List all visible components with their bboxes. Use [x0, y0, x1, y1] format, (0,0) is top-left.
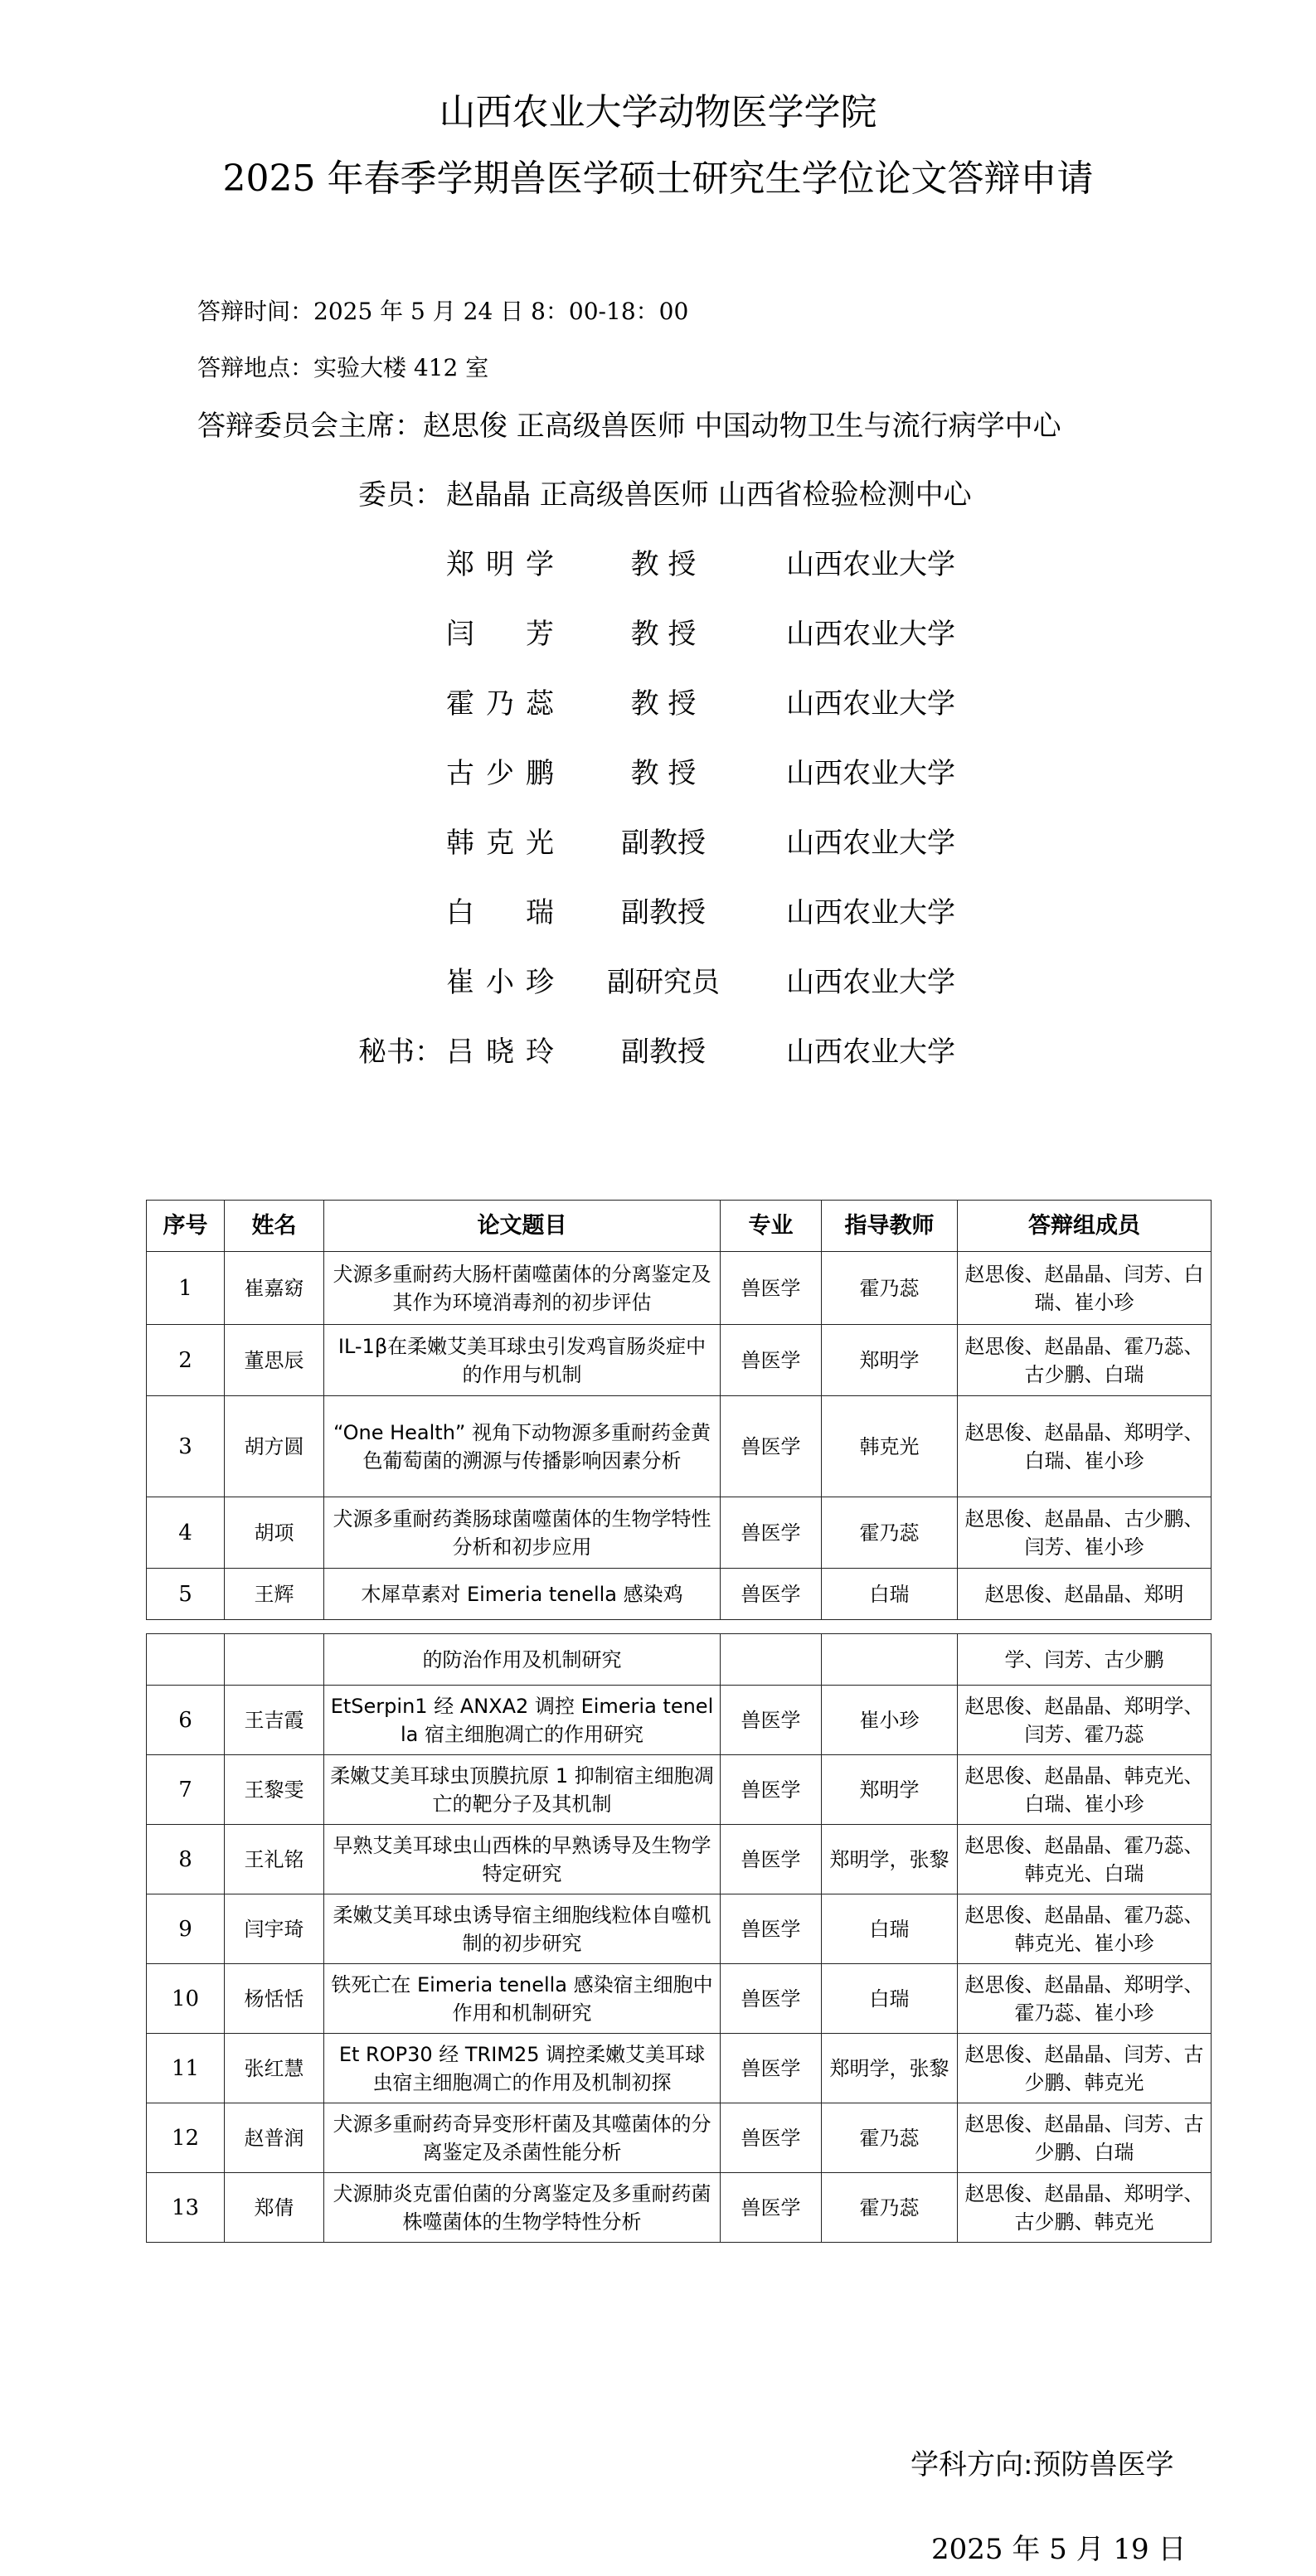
row-advisor: 白瑞 — [822, 1569, 958, 1620]
row-student-name: 闫宇琦 — [225, 1894, 324, 1964]
row-student-name: 张红慧 — [225, 2034, 324, 2103]
member-name: 吕晓玲 — [446, 1036, 554, 1069]
member-name: 霍乃蕊 — [446, 687, 554, 720]
table-header-row — [147, 1201, 1212, 1252]
row-advisor: 郑明学 — [822, 1755, 958, 1825]
row-major: 兽医学 — [721, 2173, 822, 2243]
row-student-name: 赵普润 — [225, 2103, 324, 2173]
defense-location: 答辩地点：实验大楼 412 室 — [197, 354, 489, 381]
row-seq: 5 — [147, 1569, 225, 1620]
row-advisor: 崔小珍 — [822, 1686, 958, 1755]
member-role-label: 秘书： — [358, 1036, 443, 1069]
member-name: 白瑞 — [446, 896, 554, 929]
row-seq: 7 — [147, 1755, 225, 1825]
defense-time: 答辩时间：2025 年 5 月 24 日 8：00-18：00 — [197, 298, 689, 325]
member-title: 副教授 — [621, 827, 706, 860]
row-topic: 犬源多重耐药大肠杆菌噬菌体的分离鉴定及其作为环境消毒剂的初步评估 — [324, 1252, 721, 1325]
continuation-members: 学、闫芳、古少鹏 — [958, 1634, 1212, 1686]
table-row — [147, 1964, 1212, 2034]
row-student-name: 王黎雯 — [225, 1755, 324, 1825]
member-title: 教 授 — [630, 548, 697, 581]
row-major: 兽医学 — [721, 1252, 822, 1325]
table-row — [147, 2173, 1212, 2243]
row-advisor: 霍乃蕊 — [822, 2103, 958, 2173]
table-row — [147, 1825, 1212, 1894]
row-members: 赵思俊、赵晶晶、韩克光、白瑞、崔小珍 — [958, 1755, 1212, 1825]
row-topic: “One Health” 视角下动物源多重耐药金黄色葡萄菌的溯源与传播影响因素分析 — [324, 1396, 721, 1497]
row-topic: 早熟艾美耳球虫山西株的早熟诱导及生物学特定研究 — [324, 1825, 721, 1894]
row-topic: EtSerpin1 经 ANXA2 调控 Eimeria tenella 宿主细胞凋亡的作用研究 — [324, 1686, 721, 1755]
member-unit: 山西农业大学 — [786, 618, 955, 651]
row-seq: 1 — [147, 1252, 225, 1325]
table-row-continuation — [147, 1634, 1212, 1686]
row-advisor: 霍乃蕊 — [822, 1252, 958, 1325]
row-major: 兽医学 — [721, 1894, 822, 1964]
row-members: 赵思俊、赵晶晶、郑明学、白瑞、崔小珍 — [958, 1396, 1212, 1497]
row-major: 兽医学 — [721, 1569, 822, 1620]
member-unit: 山西农业大学 — [786, 966, 955, 999]
defense-table-continued — [146, 1633, 1212, 2243]
row-members: 赵思俊、赵晶晶、郑明学、古少鹏、韩克光 — [958, 2173, 1212, 2243]
row-advisor: 霍乃蕊 — [822, 1497, 958, 1569]
row-advisor: 郑明学，张黎 — [822, 1825, 958, 1894]
row-seq: 10 — [147, 1964, 225, 2034]
row-seq: 13 — [147, 2173, 225, 2243]
row-topic: 木犀草素对 Eimeria tenella 感染鸡 — [324, 1569, 721, 1620]
document-title: 山西农业大学动物医学学院 — [439, 91, 877, 133]
member-unit: 山西农业大学 — [786, 757, 955, 790]
discipline-field: 学科方向:预防兽医学 — [911, 2448, 1174, 2481]
row-major: 兽医学 — [721, 1825, 822, 1894]
row-topic: 柔嫩艾美耳球虫诱导宿主细胞线粒体自噬机制的初步研究 — [324, 1894, 721, 1964]
row-seq: 6 — [147, 1686, 225, 1755]
row-student-name: 王礼铭 — [225, 1825, 324, 1894]
member-name: 韩克光 — [446, 827, 554, 860]
member-title: 副研究员 — [607, 966, 720, 999]
row-advisor: 霍乃蕊 — [822, 2173, 958, 2243]
row-topic: 犬源多重耐药粪肠球菌噬菌体的生物学特性分析和初步应用 — [324, 1497, 721, 1569]
row-topic: 犬源肺炎克雷伯菌的分离鉴定及多重耐药菌株噬菌体的生物学特性分析 — [324, 2173, 721, 2243]
row-topic: IL-1β在柔嫩艾美耳球虫引发鸡盲肠炎症中的作用与机制 — [324, 1325, 721, 1396]
header-major: 专业 — [721, 1201, 822, 1252]
row-members: 赵思俊、赵晶晶、郑明学、闫芳、霍乃蕊 — [958, 1686, 1212, 1755]
row-seq: 3 — [147, 1396, 225, 1497]
row-topic: Et ROP30 经 TRIM25 调控柔嫩艾美耳球虫宿主细胞凋亡的作用及机制初探 — [324, 2034, 721, 2103]
row-major: 兽医学 — [721, 2034, 822, 2103]
row-seq: 12 — [147, 2103, 225, 2173]
member-title: 教 授 — [630, 757, 697, 790]
header-seq: 序号 — [147, 1201, 225, 1252]
member-name: 崔小珍 — [446, 966, 554, 999]
row-seq: 9 — [147, 1894, 225, 1964]
table-row — [147, 1569, 1212, 1620]
row-major: 兽医学 — [721, 1396, 822, 1497]
row-major: 兽医学 — [721, 2103, 822, 2173]
row-seq: 4 — [147, 1497, 225, 1569]
row-members: 赵思俊、赵晶晶、霍乃蕊、古少鹏、白瑞 — [958, 1325, 1212, 1396]
row-advisor: 郑明学 — [822, 1325, 958, 1396]
member-unit: 山西农业大学 — [786, 827, 955, 860]
row-seq: 11 — [147, 2034, 225, 2103]
member-unit: 山西农业大学 — [786, 1036, 955, 1069]
header-name: 姓名 — [225, 1201, 324, 1252]
row-major: 兽医学 — [721, 1497, 822, 1569]
row-members: 赵思俊、赵晶晶、闫芳、白瑞、崔小珍 — [958, 1252, 1212, 1325]
row-major: 兽医学 — [721, 1686, 822, 1755]
member-title: 教 授 — [630, 618, 697, 651]
table-row — [147, 1497, 1212, 1569]
row-student-name: 胡方圆 — [225, 1396, 324, 1497]
table-row — [147, 1325, 1212, 1396]
row-members: 赵思俊、赵晶晶、古少鹏、闫芳、崔小珍 — [958, 1497, 1212, 1569]
row-major: 兽医学 — [721, 1325, 822, 1396]
row-student-name: 杨恬恬 — [225, 1964, 324, 2034]
members-label: 委员： — [358, 478, 443, 512]
member-title: 教 授 — [630, 687, 697, 720]
committee-chair: 答辩委员会主席：赵思俊 正高级兽医师 中国动物卫生与流行病学中心 — [197, 410, 1061, 443]
row-members: 赵思俊、赵晶晶、郑明学、霍乃蕊、崔小珍 — [958, 1964, 1212, 2034]
row-student-name: 王吉霞 — [225, 1686, 324, 1755]
member-name: 郑明学 — [446, 548, 554, 581]
row-seq: 2 — [147, 1325, 225, 1396]
continuation-topic: 的防治作用及机制研究 — [324, 1634, 721, 1686]
member-name: 闫芳 — [446, 618, 554, 651]
row-major: 兽医学 — [721, 1964, 822, 2034]
header-members: 答辩组成员 — [958, 1201, 1212, 1252]
row-advisor: 白瑞 — [822, 1964, 958, 2034]
row-student-name: 胡项 — [225, 1497, 324, 1569]
row-student-name: 董思辰 — [225, 1325, 324, 1396]
member-unit: 山西农业大学 — [786, 687, 955, 720]
table-row — [147, 1252, 1212, 1325]
row-topic: 铁死亡在 Eimeria tenella 感染宿主细胞中作用和机制研究 — [324, 1964, 721, 2034]
row-members: 赵思俊、赵晶晶、闫芳、古少鹏、白瑞 — [958, 2103, 1212, 2173]
table-row — [147, 2034, 1212, 2103]
member-title: 副教授 — [621, 1036, 706, 1069]
row-members: 赵思俊、赵晶晶、闫芳、古少鹏、韩克光 — [958, 2034, 1212, 2103]
row-seq: 8 — [147, 1825, 225, 1894]
table-row — [147, 2103, 1212, 2173]
table-row — [147, 1686, 1212, 1755]
row-student-name: 郑倩 — [225, 2173, 324, 2243]
table-row — [147, 1894, 1212, 1964]
first-member: 赵晶晶 正高级兽医师 山西省检验检测中心 — [446, 478, 972, 512]
member-unit: 山西农业大学 — [786, 896, 955, 929]
row-student-name: 王辉 — [225, 1569, 324, 1620]
row-advisor: 白瑞 — [822, 1894, 958, 1964]
row-members: 赵思俊、赵晶晶、霍乃蕊、韩克光、白瑞 — [958, 1825, 1212, 1894]
member-unit: 山西农业大学 — [786, 548, 955, 581]
header-topic: 论文题目 — [324, 1201, 721, 1252]
document-date: 2025 年 5 月 19 日 — [931, 2533, 1187, 2566]
member-title: 副教授 — [621, 896, 706, 929]
row-student-name: 崔嘉窈 — [225, 1252, 324, 1325]
row-topic: 犬源多重耐药奇异变形杆菌及其噬菌体的分离鉴定及杀菌性能分析 — [324, 2103, 721, 2173]
row-major: 兽医学 — [721, 1755, 822, 1825]
row-topic: 柔嫩艾美耳球虫顶膜抗原 1 抑制宿主细胞凋亡的靶分子及其机制 — [324, 1755, 721, 1825]
row-advisor: 郑明学，张黎 — [822, 2034, 958, 2103]
document-subtitle: 2025 年春季学期兽医学硕士研究生学位论文答辩申请 — [222, 158, 1094, 200]
defense-table — [146, 1200, 1212, 1620]
row-members: 赵思俊、赵晶晶、郑明 — [958, 1569, 1212, 1620]
table-row — [147, 1755, 1212, 1825]
member-name: 古少鹏 — [446, 757, 554, 790]
row-members: 赵思俊、赵晶晶、霍乃蕊、韩克光、崔小珍 — [958, 1894, 1212, 1964]
table-row — [147, 1396, 1212, 1497]
header-advisor: 指导教师 — [822, 1201, 958, 1252]
row-advisor: 韩克光 — [822, 1396, 958, 1497]
